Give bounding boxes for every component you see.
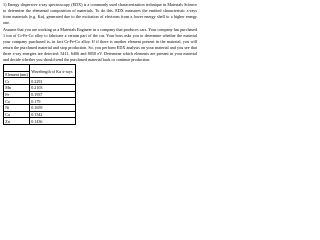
table-cell-value: 0.179 (30, 98, 76, 105)
table-cell-value: 0.1659 (30, 105, 76, 112)
table-cell-value: 0.1542 (30, 111, 76, 118)
table-cell-value: 0.2103 (30, 85, 76, 92)
table-header-element (4, 71, 30, 78)
table-cell-element: Co (4, 98, 30, 105)
table-cell-value: 0.1937 (30, 91, 76, 98)
table-cell-element: Zn (4, 118, 30, 125)
table-cell-value: 0.2291 (30, 78, 76, 85)
table-cell-element: Cu (4, 111, 30, 118)
table-row (4, 98, 76, 105)
table-row (4, 91, 76, 98)
table-row (4, 118, 76, 125)
table-row (4, 78, 76, 85)
problem-page (3, 2, 197, 125)
table-row (4, 111, 76, 118)
table-cell-element: Cr (4, 78, 30, 85)
table-cell-element: Mn (4, 85, 30, 92)
problem-paragraph-2: Assume that you are working as a Materials Engineer in a company that produces cars. Your company has purchased 1 ton of Cr-Fe-Co alloy to fabricate a certain part of the car. Your boss asks you to determine whether the material your company purchased is, in fact Cr-Fe-Co alloy. If if there is another element present in the material, you will return the purchased material and stop production. So, you perform EDX analysis on your material and you see that three x-ray energies are detected: 5411, 6406 and 8050 eV. Determine which elements are present in your material and decide whether you should send the purchased material back or continue production. (3, 27, 197, 63)
table-header-element-label: Element (5, 71, 19, 77)
problem-paragraph-1: 1) Energy dispersive x-ray spectroscopy (EDX) is a commonly used characterization technique in Materials Science to determine the elemental composition of materials. To do this, EDX measures the emitted characteristic x-rays from materials (e.g. Kα), generated due to the excitation of electrons from a lower energy shell to a higher energy one. (3, 2, 197, 26)
table-row (4, 105, 76, 112)
table-cell-value: 0.1436 (30, 118, 76, 125)
table-header-wavelength (30, 65, 76, 78)
table-header-unit: (nm) (19, 71, 28, 77)
table-cell-element: Fe (4, 91, 30, 98)
table-cell-element: Ni (4, 105, 30, 112)
table-row (4, 85, 76, 92)
table-header-wavelength-label: Wavelength of Kα x-rays (31, 68, 73, 74)
wavelength-table (3, 64, 76, 125)
